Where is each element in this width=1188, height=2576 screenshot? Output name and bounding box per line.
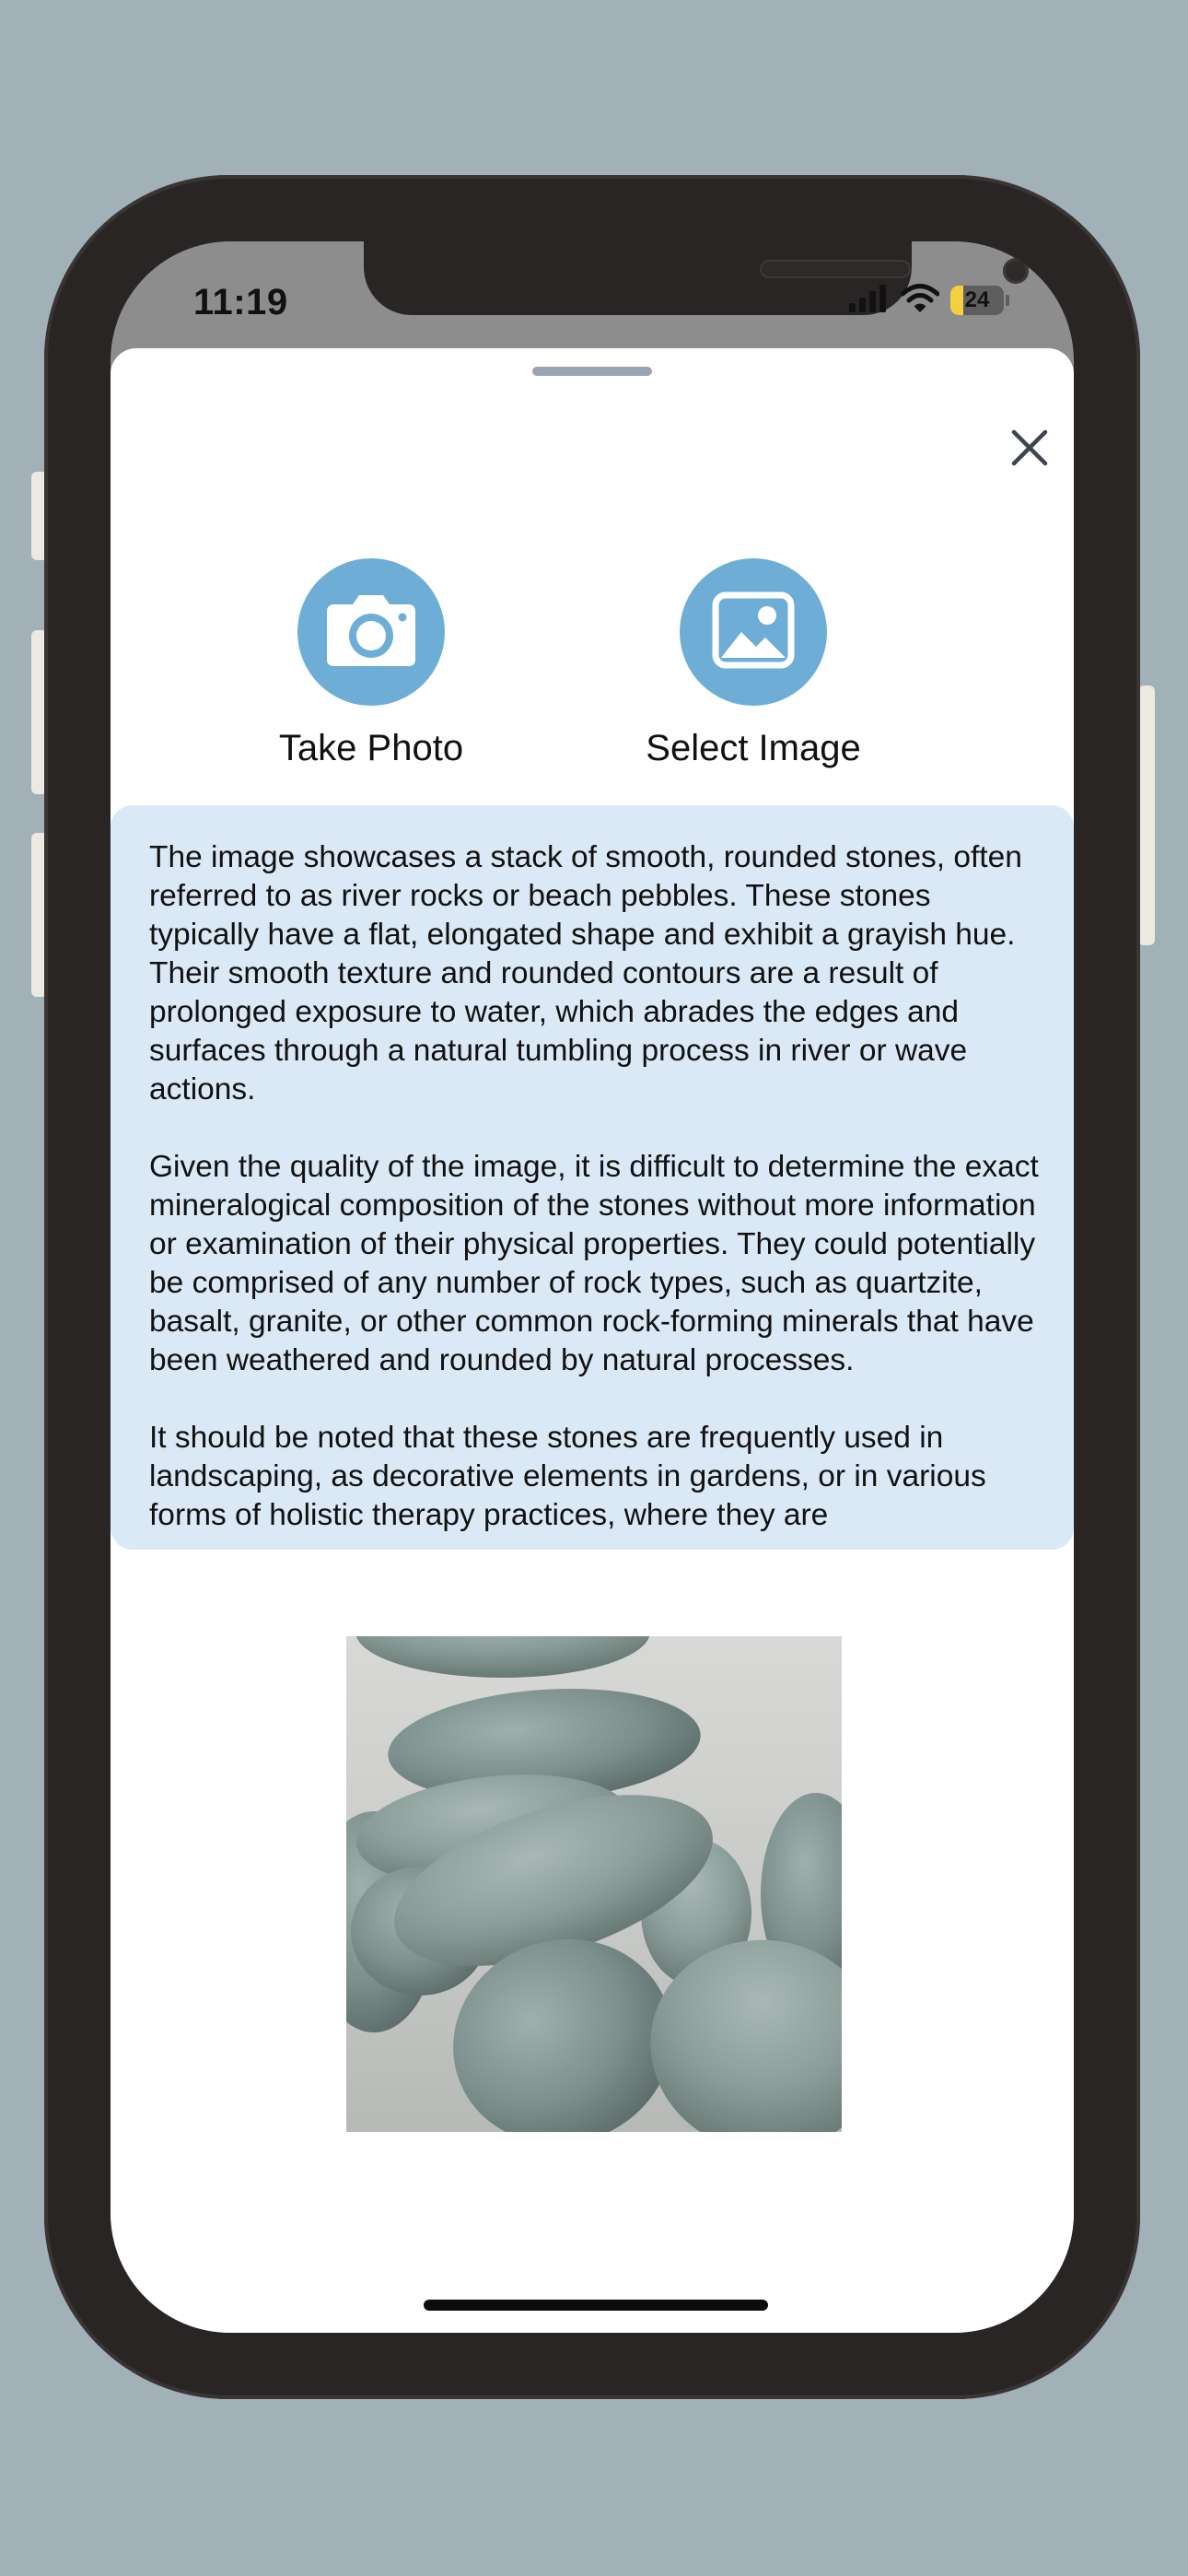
take-photo-label[interactable]: Take Photo xyxy=(278,728,464,768)
take-photo-circle[interactable] xyxy=(297,558,445,706)
description-paragraph: It should be noted that these stones are frequently used in landscaping, as decorative elements in gardens, or in various forms of holistic therapy practices, where they are xyxy=(149,1421,986,1532)
phone-screen xyxy=(111,241,1074,2333)
wifi-icon xyxy=(901,284,939,318)
select-image-circle[interactable] xyxy=(680,558,827,706)
description-panel[interactable] xyxy=(111,805,1074,1550)
bottom-sheet xyxy=(111,348,1074,2333)
stones-illustration xyxy=(346,1636,842,2132)
image-icon xyxy=(712,591,795,673)
notch xyxy=(364,241,912,315)
select-image-button[interactable] xyxy=(615,558,891,769)
selected-photo xyxy=(346,1636,842,2132)
description-text xyxy=(149,838,1047,1550)
status-time: 11:19 xyxy=(193,282,288,322)
close-button[interactable] xyxy=(1002,422,1057,477)
home-indicator[interactable] xyxy=(424,2300,768,2311)
front-camera xyxy=(1003,258,1029,284)
phone-frame xyxy=(44,175,1140,2399)
battery-icon xyxy=(950,286,1004,315)
sheet-grabber[interactable] xyxy=(532,367,652,376)
close-icon[interactable] xyxy=(1010,428,1049,472)
description-paragraph: Given the quality of the image, it is difficult to determine the exact mineralogical composition of the stones without more information or examination of their physical properties. They could potentially be comprised of any number of rock types, such as quartzite, basalt, granite, or other common rock-forming minerals that have been weathered and rounded by natural processes. xyxy=(149,1150,1039,1377)
status-icons xyxy=(849,282,1009,319)
signal-icon xyxy=(849,285,890,317)
select-image-label[interactable]: Select Image xyxy=(646,728,861,768)
take-photo-button[interactable] xyxy=(233,558,509,769)
speaker-grille xyxy=(760,260,911,278)
battery-cap xyxy=(1006,295,1009,306)
description-paragraph: The image showcases a stack of smooth, rounded stones, often referred to as river rocks or beach pebbles. These stones typically have a flat, elongated shape and exhibit a grayish hue. Their smooth texture and rounded contours are a result of prolonged exposure to water, which abrades the edges and surfaces through a natural tumbling process in river or wave actions. xyxy=(149,840,1022,1107)
camera-icon xyxy=(325,593,417,672)
power-button xyxy=(1138,685,1155,945)
battery-level: 24 xyxy=(964,287,990,312)
